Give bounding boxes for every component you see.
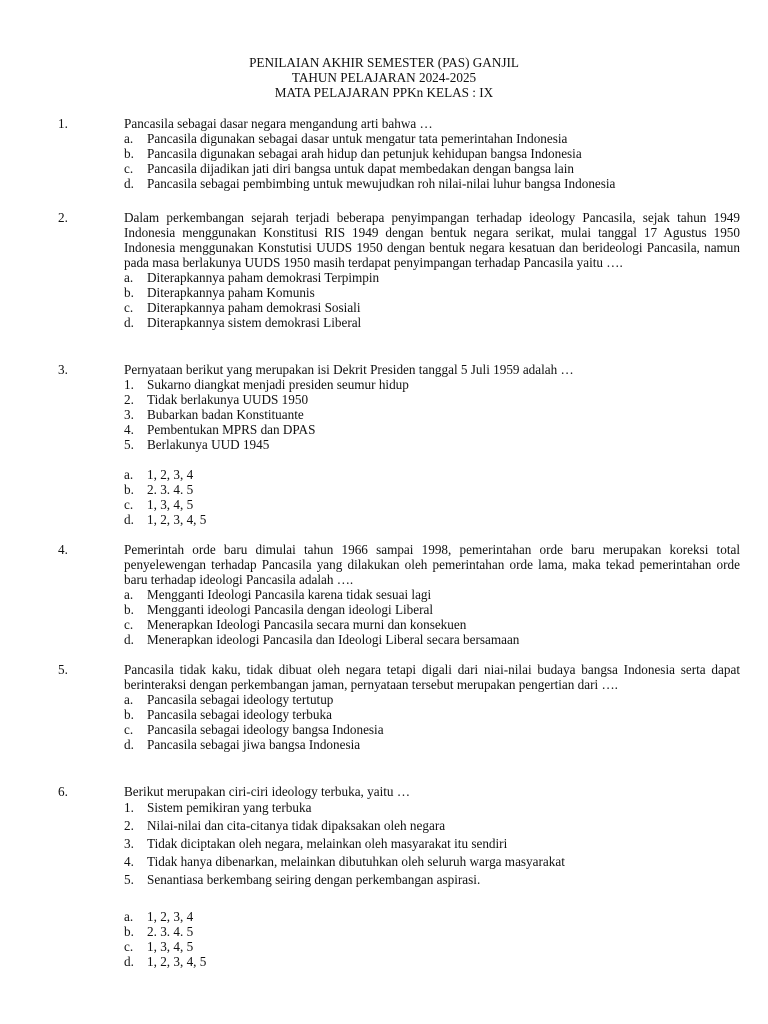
option-a[interactable] [124,692,740,707]
option-label: b. [124,482,134,497]
statement-text: Bubarkan badan Konstituante [147,407,304,422]
option-label: c. [124,300,134,315]
option-label: d. [124,737,134,752]
option-a[interactable] [124,131,740,146]
statement-text: Tidak berlakunya UUDS 1950 [147,392,309,407]
option-label: b. [124,285,134,300]
option-a[interactable] [124,909,740,924]
question-stem: Berikut merupakan ciri-ciri ideology terbuka, yaitu … [124,784,411,799]
option-a[interactable] [124,467,740,482]
option-text: Pancasila sebagai jiwa bangsa Indonesia [147,737,361,752]
option-text: Pancasila sebagai ideology terbuka [147,707,332,722]
statement-label: 4. [124,854,134,869]
option-d[interactable] [124,176,740,191]
option-text: Diterapkannya paham demokrasi Sosiali [147,300,361,315]
option-label: a. [124,909,134,924]
question-stem: Pernyataan berikut yang merupakan isi Dekrit Presiden tanggal 5 Juli 1959 adalah … [124,362,574,377]
option-label: c. [124,722,134,737]
option-text: Menerapkan ideologi Pancasila dan Ideologi Liberal secara bersamaan [147,632,520,647]
option-text: 1, 2, 3, 4, 5 [147,512,207,527]
statement-text: Pembentukan MPRS dan DPAS [147,422,316,437]
option-label: b. [124,146,134,161]
option-label: c. [124,617,134,632]
option-d[interactable] [124,737,740,752]
option-text: 1, 2, 3, 4, 5 [147,954,207,969]
statement-label: 1. [124,800,134,815]
header-subject: MATA PELAJARAN PPKn KELAS : IX [274,85,494,100]
statement-text: Nilai-nilai dan cita-citanya tidak dipaksakan oleh negara [147,818,446,833]
statement-3 [124,835,740,853]
question-stem: Pancasila tidak kaku, tidak dibuat oleh negara tetapi digali dari niai-nilai budaya bangsa Indonesia serta dapat berinteraksi dengan perkembangan jaman, pernyataan tersebut merupakan pengertian dari …. [124,662,740,692]
option-label: c. [124,939,134,954]
question-number: 1. [58,116,68,131]
statement-4 [124,853,740,871]
statement-text: Sistem pemikiran yang terbuka [147,800,312,815]
header-school-year: TAHUN PELAJARAN 2024-2025 [291,70,477,85]
option-d[interactable] [124,632,740,647]
option-c[interactable] [124,722,740,737]
option-label: a. [124,270,134,285]
option-text: Pancasila dijadikan jati diri bangsa untuk dapat membedakan dengan bangsa lain [147,161,574,176]
option-label: c. [124,497,134,512]
option-text: Diterapkannya paham Komunis [147,285,315,300]
option-label: a. [124,587,134,602]
option-b[interactable] [124,146,740,161]
statement-text: Tidak hanya dibenarkan, melainkan dibutuhkan oleh seluruh warga masyarakat [147,854,565,869]
option-label: a. [124,467,134,482]
option-label: d. [124,176,134,191]
option-text: Mengganti Ideologi Pancasila karena tidak sesuai lagi [147,587,432,602]
statement-text: Berlakunya UUD 1945 [147,437,270,452]
option-c[interactable] [124,939,740,954]
option-label: d. [124,315,134,330]
statement-5 [124,871,740,889]
question-stem: Dalam perkembangan sejarah terjadi beberapa penyimpangan terhadap ideology Pancasila, sejak tahun 1949 Indonesia menggunakan Konstitusi RIS 1949 dengan bentuk negara serikat, mulai tanggal 17 Agustus 1950 Indonesia menggunakan Konstutisi UUDS 1950 dengan bentuk negara kesatuan dan berideologi Pancasila, namun pada masa berlakunya UUDS 1950 masih terdapat penyimpangan terhadap Pancasila yaitu …. [124,210,740,270]
option-c[interactable] [124,497,740,512]
statement-label: 5. [124,872,134,887]
option-b[interactable] [124,707,740,722]
option-text: Mengganti ideologi Pancasila dengan ideologi Liberal [147,602,434,617]
statement-label: 4. [124,422,134,437]
option-c[interactable] [124,161,740,176]
question-3 [58,362,740,527]
option-text: 1, 2, 3, 4 [147,467,194,482]
option-d[interactable] [124,954,740,969]
statement-2 [124,392,740,407]
option-text: Pancasila digunakan sebagai arah hidup dan petunjuk kehidupan bangsa Indonesia [147,146,582,161]
question-number: 4. [58,542,68,557]
statement-text: Tidak diciptakan oleh negara, melainkan oleh masyarakat itu sendiri [147,836,508,851]
question-stem: Pemerintah orde baru dimulai tahun 1966 sampai 1998, pemerintahan orde baru merupakan koreksi total penyelewengan terhadap Pancasila yang dilakukan oleh pemerintahan orde lama, maka tekad pemerintahan orde baru terhadap ideologi Pancasila adalah …. [124,542,740,587]
option-b[interactable] [124,602,740,617]
question-5 [58,662,740,752]
statement-2 [124,817,740,835]
statement-text: Senantiasa berkembang seiring dengan perkembangan aspirasi. [147,872,481,887]
option-label: b. [124,602,134,617]
option-d[interactable] [124,512,740,527]
option-b[interactable] [124,924,740,939]
option-text: Pancasila digunakan sebagai dasar untuk mengatur tata pemerintahan Indonesia [147,131,568,146]
statement-5 [124,437,740,452]
option-label: d. [124,632,134,647]
question-stem: Pancasila sebagai dasar negara mengandung arti bahwa … [124,116,433,131]
option-text: 2. 3. 4. 5 [147,924,194,939]
option-c[interactable] [124,617,740,632]
option-text: Diterapkannya paham demokrasi Terpimpin [147,270,380,285]
option-label: a. [124,131,134,146]
option-text: 1, 2, 3, 4 [147,909,194,924]
option-label: a. [124,692,134,707]
option-text: 2. 3. 4. 5 [147,482,194,497]
question-number: 2. [58,210,68,225]
option-label: d. [124,512,134,527]
statement-label: 3. [124,836,134,851]
statement-label: 5. [124,437,134,452]
question-number: 6. [58,784,68,799]
option-text: 1, 3, 4, 5 [147,497,194,512]
option-text: Pancasila sebagai pembimbing untuk mewujudkan roh nilai-nilai luhur bangsa Indonesia [147,176,616,191]
option-label: b. [124,707,134,722]
option-c[interactable] [124,300,740,315]
statement-1 [124,799,740,817]
option-text: Diterapkannya sistem demokrasi Liberal [147,315,362,330]
statement-label: 3. [124,407,134,422]
question-number: 3. [58,362,68,377]
statement-label: 2. [124,392,134,407]
statement-text: Sukarno diangkat menjadi presiden seumur hidup [147,377,409,392]
header-title: PENILAIAN AKHIR SEMESTER (PAS) GANJIL [249,55,519,70]
option-a[interactable] [124,270,740,285]
option-label: d. [124,954,134,969]
question-6 [58,784,740,969]
option-d[interactable] [124,315,740,330]
option-text: 1, 3, 4, 5 [147,939,194,954]
statement-4 [124,422,740,437]
option-a[interactable] [124,587,740,602]
option-b[interactable] [124,482,740,497]
exam-header [0,55,768,100]
question-2 [58,210,740,330]
question-1 [58,116,740,191]
statement-1 [124,377,740,392]
question-number: 5. [58,662,68,677]
option-label: b. [124,924,134,939]
option-text: Pancasila sebagai ideology bangsa Indonesia [147,722,384,737]
statement-label: 1. [124,377,134,392]
option-b[interactable] [124,285,740,300]
option-text: Menerapkan Ideologi Pancasila secara murni dan konsekuen [147,617,467,632]
statement-3 [124,407,740,422]
question-4 [58,542,740,647]
option-text: Pancasila sebagai ideology tertutup [147,692,334,707]
option-label: c. [124,161,134,176]
statement-label: 2. [124,818,134,833]
